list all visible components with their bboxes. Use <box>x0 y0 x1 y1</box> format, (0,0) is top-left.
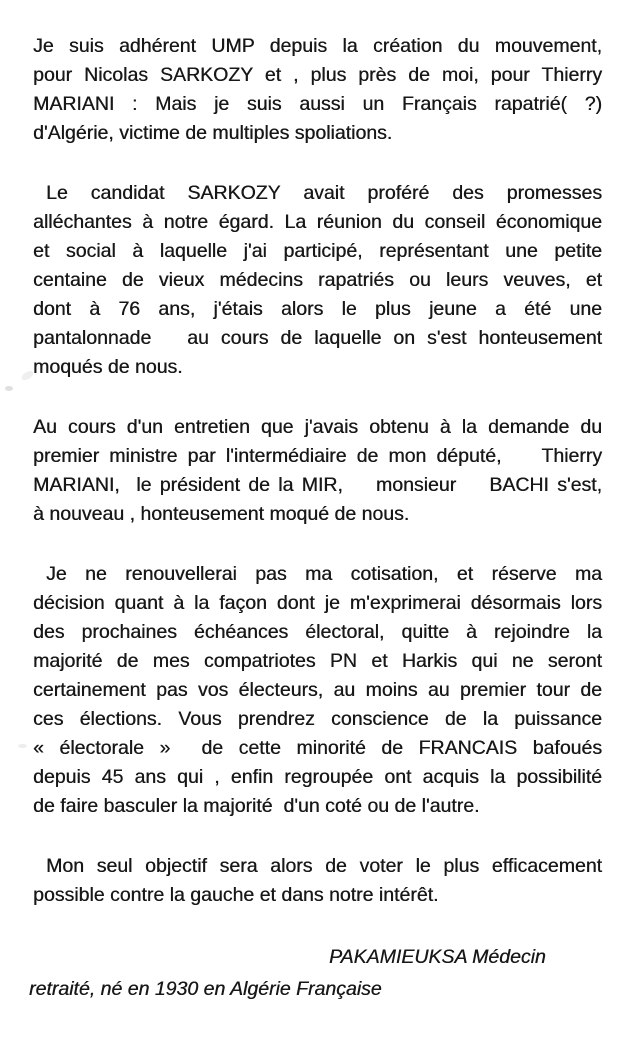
scan-artifact <box>18 744 27 748</box>
signature-name: PAKAMIEUKSA Médecin <box>329 946 546 968</box>
text-line: ces élections. Vous prendrez conscience de la puissance <box>33 708 602 730</box>
text-line: pantalonnade au cours de laquelle on s'est honteusement <box>33 327 602 349</box>
text-line: alléchantes à notre égard. La réunion du conseil économique <box>33 211 602 233</box>
text-line: pour Nicolas SARKOZY et , plus près de moi, pour Thierry <box>33 64 602 86</box>
text-line: MARIANI : Mais je suis aussi un Français rapatrié( ?) <box>33 93 602 115</box>
text-line: Au cours d'un entretien que j'avais obtenu à la demande du <box>33 416 602 438</box>
text-line: moqués de nous. <box>33 356 183 378</box>
scan-artifact <box>5 386 13 391</box>
paragraph <box>33 560 602 821</box>
text-line: majorité de mes compatriotes PN et Harkis qui ne seront <box>33 650 602 672</box>
text-line: d'Algérie, victime de multiples spoliations. <box>33 122 393 144</box>
text-line: Je suis adhérent UMP depuis la création du mouvement, <box>33 35 602 57</box>
signature-block <box>29 941 602 1005</box>
text-line: « électorale » de cette minorité de FRANCAIS bafoués <box>33 737 602 759</box>
text-line: depuis 45 ans qui , enfin regroupée ont acquis la possibilité <box>33 766 602 788</box>
paragraph <box>33 179 602 382</box>
paragraph <box>33 413 602 529</box>
text-line: à nouveau , honteusement moqué de nous. <box>33 503 410 525</box>
text-line: premier ministre par l'intermédiaire de mon député, Thierry <box>33 445 602 467</box>
signature-details: retraité, né en 1930 en Algérie Française <box>29 978 382 1000</box>
text-line: Je ne renouvellerai pas ma cotisation, et réserve ma <box>46 563 602 585</box>
letter-paragraphs <box>33 32 602 910</box>
text-line: Mon seul objectif sera alors de voter le plus efficacement <box>46 855 602 877</box>
text-line: dont à 76 ans, j'étais alors le plus jeune a été une <box>33 298 602 320</box>
text-line: et social à laquelle j'ai participé, représentant une petite <box>33 240 602 262</box>
letter-body <box>29 32 602 1005</box>
text-line: centaine de vieux médecins rapatriés ou leurs veuves, et <box>33 269 602 291</box>
text-line: possible contre la gauche et dans notre intérêt. <box>33 884 439 906</box>
text-line: des prochaines échéances électoral, quitte à rejoindre la <box>33 621 602 643</box>
paragraph <box>33 32 602 148</box>
text-line: décision quant à la façon dont je m'exprimerai désormais lors <box>33 592 602 614</box>
text-line: Le candidat SARKOZY avait proféré des promesses <box>46 182 602 204</box>
text-line: certainement pas vos électeurs, au moins au premier tour de <box>33 679 602 701</box>
text-line: de faire basculer la majorité d'un coté ou de l'autre. <box>33 795 480 817</box>
text-line: MARIANI, le président de la MIR, monsieur BACHI s'est, <box>33 474 602 496</box>
paragraph <box>33 852 602 910</box>
